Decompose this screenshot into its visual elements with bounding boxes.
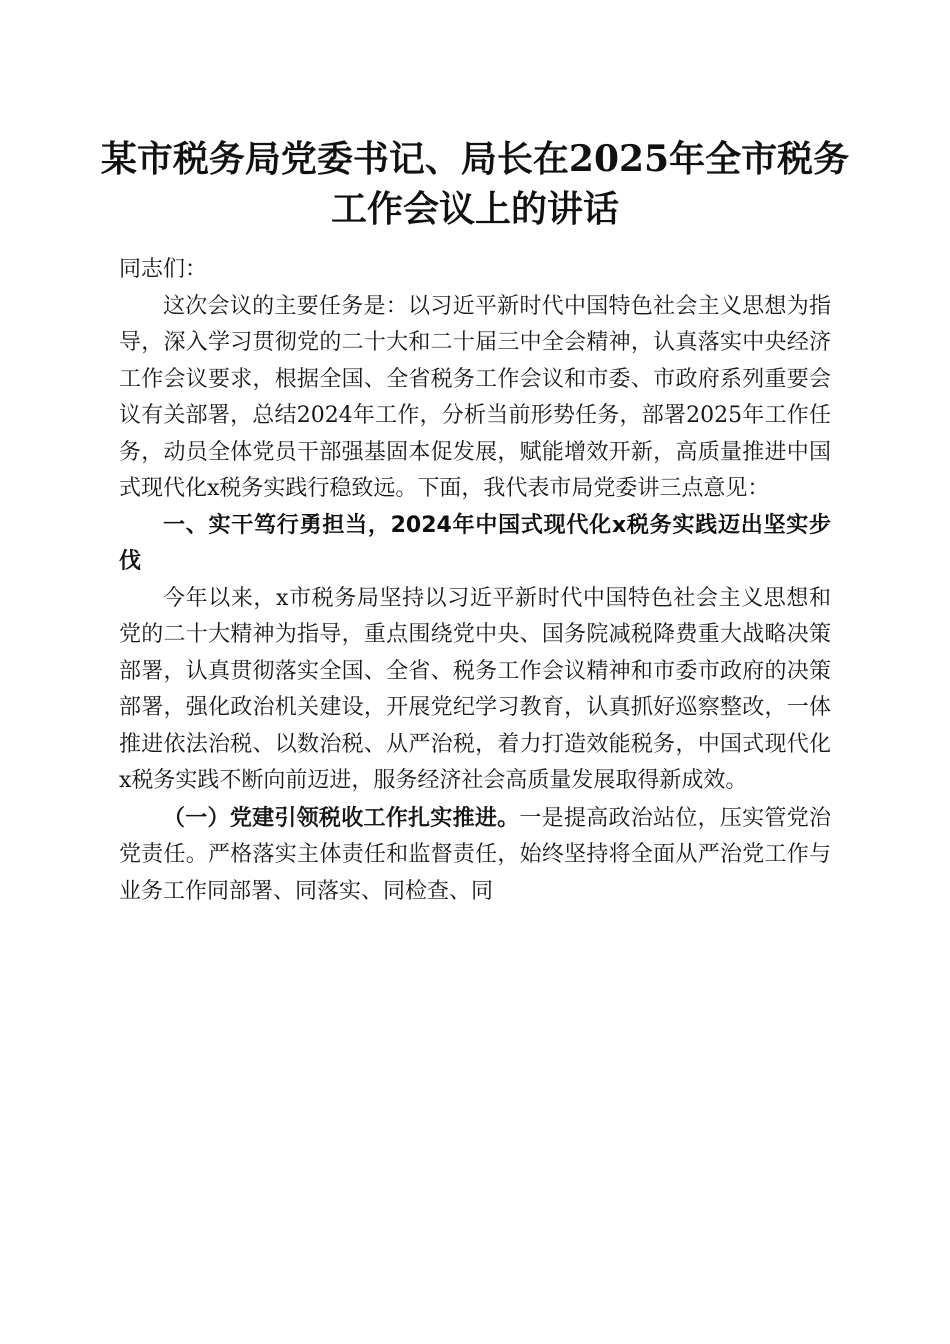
- document-title: 某市税务局党委书记、局长在2025年全市税务工作会议上的讲话: [100, 138, 850, 230]
- section-one-paragraph: 今年以来，x市税务局坚持以习近平新时代中国特色社会主义思想和党的二十大精神为指导，重点围绕党中央、国务院减税降费重大战略决策部署，认真贯彻落实全国、全省、税务工作会议精神和市委市政府的决策部署，强化政治机关建设，开展党纪学习教育，认真抓好巡察整改，一体推进依法治税、以数治税、从严治税，着力打造效能税务，中国式现代化x税务实践不断向前迈进，服务经济社会高质量发展取得新成效。: [119, 585, 831, 793]
- subsection-one-paragraph: [119, 800, 831, 911]
- section-one-heading: 一、实干笃行勇担当，2024年中国式现代化x税务实践迈出坚实步伐: [119, 512, 831, 574]
- salutation: 同志们：: [119, 257, 208, 282]
- document-body: [119, 252, 831, 910]
- subsection-one-text: 一是提高政治站位，压实管党治党责任。严格落实主体责任和监督责任，始终坚持将全面从严治党工作与业务工作同部署、同落实、同检查、同: [119, 805, 831, 904]
- subsection-one-heading: （一）党建引领税收工作扎实推进。: [163, 804, 520, 831]
- intro-paragraph: 这次会议的主要任务是：以习近平新时代中国特色社会主义思想为指导，深入学习贯彻党的二十大和二十届三中全会精神，认真落实中央经济工作会议要求，根据全国、全省税务工作会议和市委、市政府系列重要会议有关部署，总结2024年工作，分析当前形势任务，部署2025年工作任务，动员全体党员干部强基固本促发展，赋能增效开新，高质量推进中国式现代化x税务实践行稳致远。下面，我代表市局党委讲三点意见：: [119, 293, 831, 501]
